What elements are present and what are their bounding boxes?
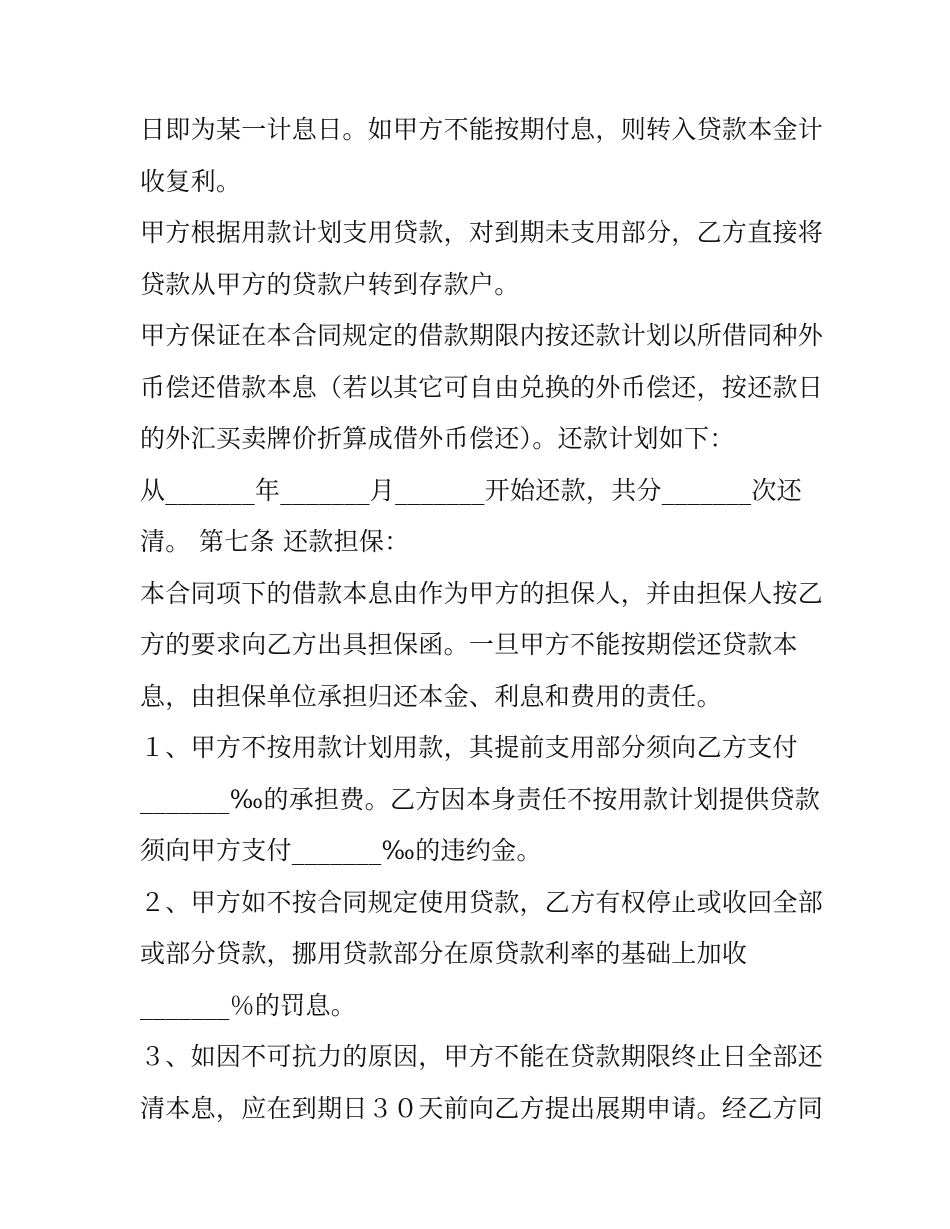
text-line: 或部分贷款，挪用贷款部分在原贷款利率的基础上加收 xyxy=(140,939,748,968)
text-line: 息，由担保单位承担归还本金、利息和费用的责任。 xyxy=(140,681,722,711)
text-line: 从_______年_______月_______开始还款，共分_______次还 xyxy=(140,475,803,505)
text-line: 币偿还借款本息（若以其它可自由兑换的外币偿还，按还款日 xyxy=(140,372,824,402)
text-line: 清。 第七条 还款担保： xyxy=(140,527,410,556)
text-line: _______％的罚息。 xyxy=(140,990,357,1020)
text-line: 贷款从甲方的贷款户转到存款户。 xyxy=(140,269,520,299)
text-line: 须向甲方支付_______‰的违约金。 xyxy=(140,836,542,865)
text-line: 清本息，应在到期日３０天前向乙方提出展期申请。经乙方同 xyxy=(140,1093,824,1123)
text-line: ２、甲方如不按合同规定使用贷款，乙方有权停止或收回全部 xyxy=(140,887,824,917)
text-line: ３、如因不可抗力的原因，甲方不能在贷款期限终止日全部还 xyxy=(140,1042,824,1071)
text-line: 收复利。 xyxy=(140,166,242,196)
text-line: 的外汇买卖牌价折算成借外币偿还）。还款计划如下： xyxy=(140,424,735,453)
document-body xyxy=(140,104,824,1134)
text-line: 本合同项下的借款本息由作为甲方的担保人，并由担保人按乙 xyxy=(140,578,824,608)
text-line: _______‰的承担费。乙方因本身责任不按用款计划提供贷款 xyxy=(140,784,821,814)
text-line: １、甲方不按用款计划用款，其提前支用部分须向乙方支付 xyxy=(140,733,798,762)
text-line: 甲方根据用款计划支用贷款，对到期未支用部分，乙方直接将 xyxy=(140,218,824,247)
text-line: 日即为某一计息日。如甲方不能按期付息，则转入贷款本金计 xyxy=(140,115,824,144)
text-line: 方的要求向乙方出具担保函。一旦甲方不能按期偿还贷款本 xyxy=(140,630,798,659)
text-line: 甲方保证在本合同规定的借款期限内按还款计划以所借同种外 xyxy=(140,321,824,350)
